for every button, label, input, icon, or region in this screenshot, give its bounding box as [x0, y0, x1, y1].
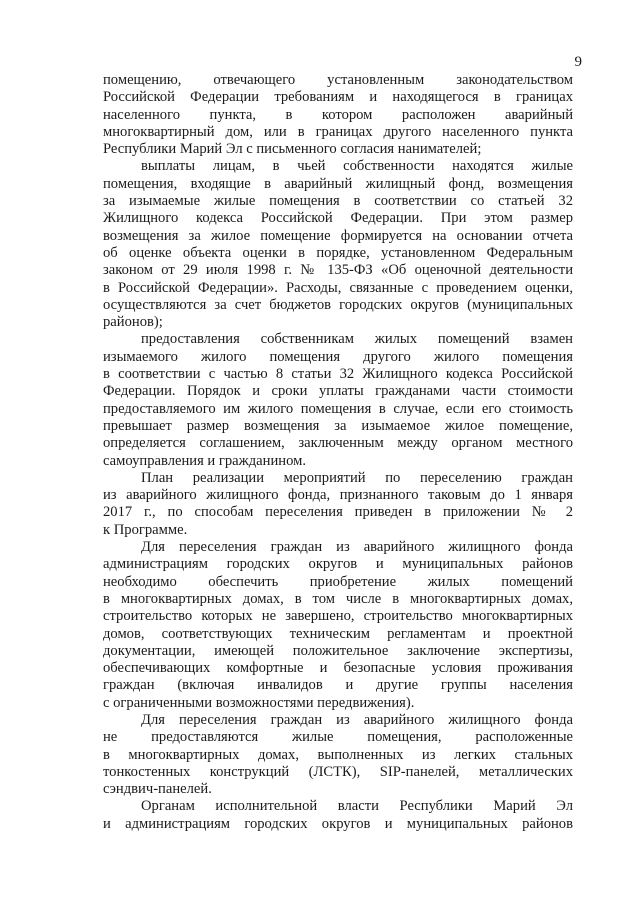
text-line: самоуправления и гражданином.	[103, 452, 306, 469]
text-line: Для переселения граждан из аварийного жилищного фонда	[141, 539, 573, 556]
text-line: Федерации. Порядок и сроки уплаты гражданами части стоимости	[103, 383, 573, 400]
text-line: не предоставляются жилые помещения, расположенные	[103, 729, 573, 746]
text-line: Жилищного кодекса Российской Федерации. При этом размер	[103, 210, 573, 227]
text-line: граждан (включая инвалидов и другие группы населения	[103, 677, 573, 694]
text-line: тонкостенных конструкций (ЛСТК), SIP-панелей, металлических	[103, 763, 573, 780]
text-line: выплаты лицам, в чьей собственности находятся жилые	[141, 158, 573, 175]
text-line: домов, соответствующих техническим регламентам и проектной	[103, 625, 573, 642]
text-line: Для переселения граждан из аварийного жилищного фонда	[141, 711, 573, 728]
text-line: и администрациям городских округов и муниципальных районов	[103, 815, 573, 832]
text-line: осуществляются за счет бюджетов городских округов (муниципальных	[103, 296, 573, 313]
text-line: сэндвич-панелей.	[103, 781, 212, 798]
text-line: многоквартирный дом, или в границах другого населенного пункта	[103, 123, 573, 140]
text-line: помещения, входящие в аварийный жилищный фонд, возмещения	[103, 175, 573, 192]
text-line: определяется соглашением, заключенным между органом местного	[103, 435, 573, 452]
text-line: строительство которых не завершено, строительство многоквартирных	[103, 608, 573, 625]
text-line: документации, имеющей положительное заключение экспертизы,	[103, 642, 573, 659]
text-line: об оценке объекта оценки в порядке, установленном Федеральным	[103, 244, 573, 261]
document-body	[103, 72, 573, 833]
text-line: в многоквартирных домах, выполненных из легких стальных	[103, 746, 573, 763]
text-line: помещению, отвечающего установленным законодательством	[103, 72, 573, 88]
text-line: населенного пункта, в котором расположен аварийный	[103, 106, 573, 123]
paragraph-plan	[103, 470, 573, 539]
text-line: с ограниченными возможностями передвижения).	[103, 694, 415, 711]
text-line: предоставляемого им жилого помещения в случае, если его стоимость	[103, 400, 573, 417]
text-line: обеспечивающих комфортные и безопасные условия проживания	[103, 660, 573, 677]
paragraph-continuation	[103, 72, 573, 158]
text-line: в Российской Федерации». Расходы, связанные с проведением оценки,	[103, 279, 573, 296]
text-line: превышает размер возмещения за изымаемое жилое помещение,	[103, 417, 573, 434]
paragraph-exclusions	[103, 712, 573, 798]
text-line: за изымаемые жилые помещения в соответствии со статьей 32	[103, 193, 573, 210]
text-line: возмещения за жилое помещение формируется на основании отчета	[103, 227, 573, 244]
text-line: предоставления собственникам жилых помещений взамен	[141, 331, 573, 348]
text-line: законом от 29 июля 1998 г. № 135-ФЗ «Об оценочной деятельности	[103, 262, 573, 279]
page-number: 9	[574, 54, 582, 70]
paragraph-resettlement-requirements	[103, 539, 573, 712]
text-line: из аварийного жилищного фонда, признанного таковым до 1 января	[103, 487, 573, 504]
text-line: необходимо обеспечить приобретение жилых помещений	[103, 573, 573, 590]
text-line: Органам исполнительной власти Республики Марий Эл	[141, 798, 573, 815]
paragraph-provision	[103, 331, 573, 469]
text-line: изымаемого жилого помещения другого жилого помещения	[103, 348, 573, 365]
text-line: администрациям городских округов и муниципальных районов	[103, 556, 573, 573]
text-line: 2017 г., по способам переселения приведен в приложении № 2	[103, 504, 573, 521]
text-line: План реализации мероприятий по переселению граждан	[141, 469, 573, 486]
paragraph-payments	[103, 158, 573, 331]
text-line: Республики Марий Эл с письменного согласия нанимателей;	[103, 141, 482, 158]
text-line: Российской Федерации требованиям и находящегося в границах	[103, 89, 573, 106]
text-line: к Программе.	[103, 521, 188, 538]
text-line: в соответствии с частью 8 статьи 32 Жилищного кодекса Российской	[103, 366, 573, 383]
text-line: районов);	[103, 314, 163, 331]
paragraph-authorities	[103, 798, 573, 833]
text-line: в многоквартирных домах, в том числе в многоквартирных домах,	[103, 590, 573, 607]
